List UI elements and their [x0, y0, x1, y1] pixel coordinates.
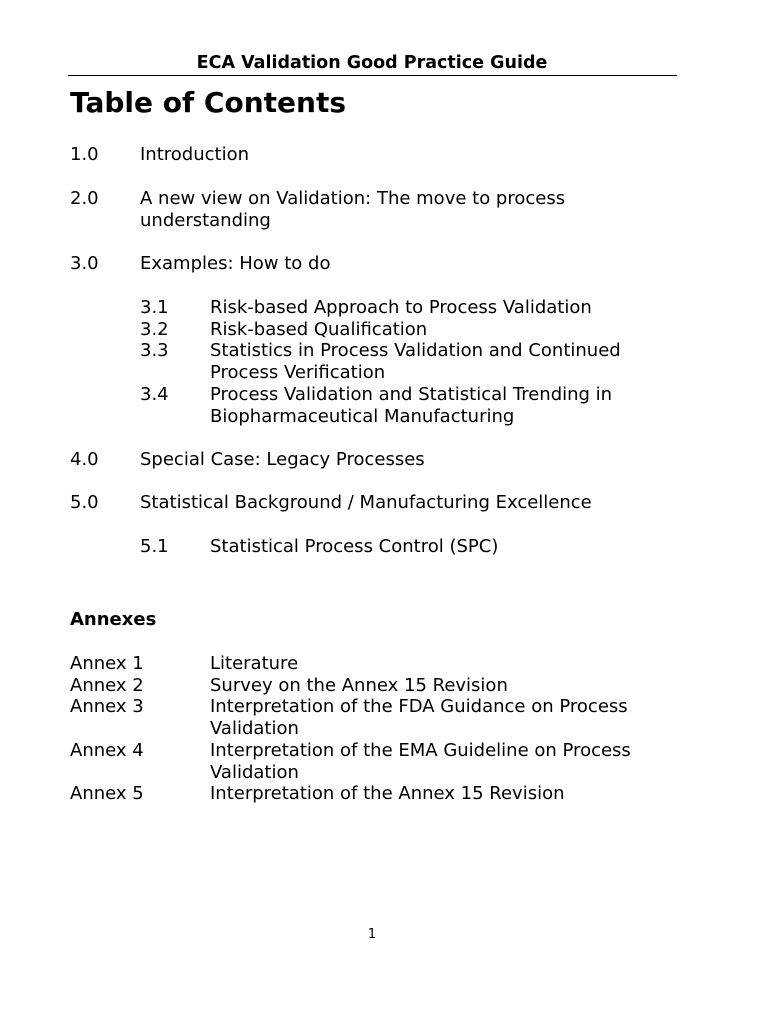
- annex-number: Annex 1: [70, 653, 144, 674]
- toc-entry-number: 1.0: [70, 144, 99, 165]
- annex-label: Interpretation of the FDA Guidance on Process Validation: [210, 696, 628, 739]
- toc-entry-number: 4.0: [70, 449, 99, 470]
- toc-entry-number: 2.0: [70, 188, 99, 209]
- annex-label: Literature: [210, 653, 299, 674]
- annex-number: Annex 4: [70, 740, 144, 761]
- toc-entry-number: 3.1: [140, 297, 169, 318]
- toc-entry-label: Process Validation and Statistical Trending in Biopharmaceutical Manufacturing: [210, 384, 613, 427]
- annex-number: Annex 3: [70, 696, 144, 717]
- annex-label: Interpretation of the Annex 15 Revision: [210, 783, 565, 804]
- toc-entry-number: 3.4: [140, 384, 169, 405]
- toc-entry-number: 3.0: [70, 253, 99, 274]
- toc-entry-label: A new view on Validation: The move to process understanding: [140, 188, 566, 231]
- toc-entry-label: Introduction: [140, 144, 250, 165]
- toc-entry-label: Statistics in Process Validation and Continued Process Verification: [210, 340, 621, 383]
- annex-label: Interpretation of the EMA Guideline on Process Validation: [210, 740, 631, 783]
- toc-entry-label: Risk-based Qualification: [210, 319, 428, 340]
- toc-entry-number: 5.1: [140, 536, 169, 557]
- toc-entry-number: 3.2: [140, 319, 169, 340]
- toc-entry-number: 5.0: [70, 492, 99, 513]
- toc-entry-label: Statistical Background / Manufacturing Excellence: [140, 492, 592, 513]
- annex-number: Annex 5: [70, 783, 144, 804]
- annex-label: Survey on the Annex 15 Revision: [210, 675, 508, 696]
- header-rule: [68, 75, 677, 76]
- annexes-heading: Annexes: [70, 609, 157, 630]
- toc-entry-label: Special Case: Legacy Processes: [140, 449, 425, 470]
- page-number: 1: [367, 927, 377, 942]
- toc-entry-number: 3.3: [140, 340, 169, 361]
- toc-entry-label: Statistical Process Control (SPC): [210, 536, 499, 557]
- page-title: Table of Contents: [70, 86, 347, 119]
- running-header: ECA Validation Good Practice Guide: [196, 53, 548, 73]
- toc-entry-label: Risk-based Approach to Process Validation: [210, 297, 592, 318]
- annex-number: Annex 2: [70, 675, 144, 696]
- toc-entry-label: Examples: How to do: [140, 253, 331, 274]
